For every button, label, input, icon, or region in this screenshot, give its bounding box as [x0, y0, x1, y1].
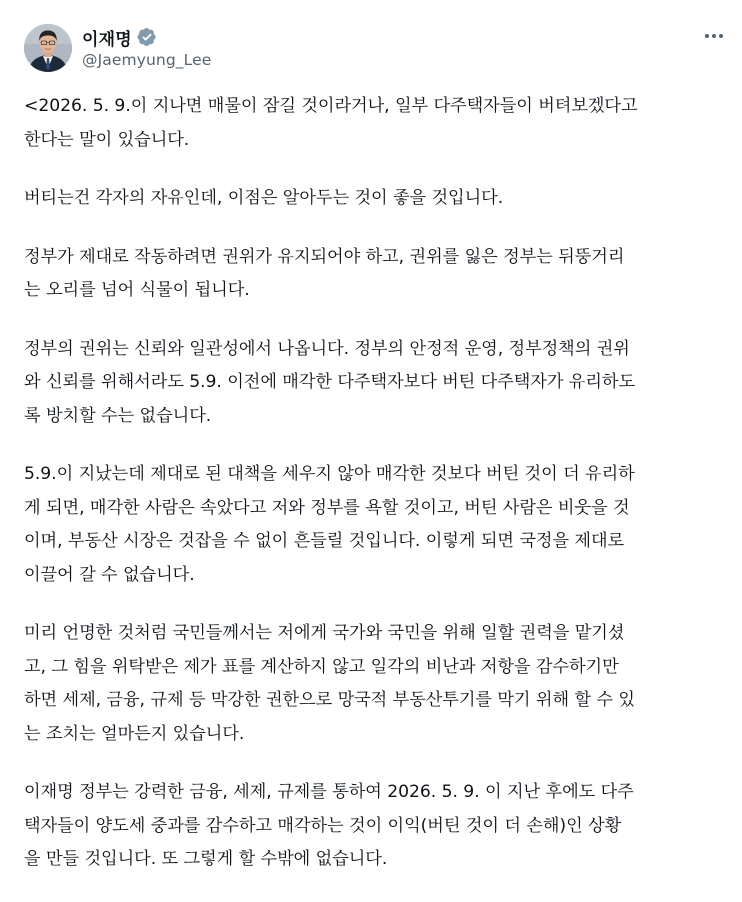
tweet-line: 이며, 부동산 시장은 것잡을 수 없이 흔들릴 것입니다. 이렇게 되면 국정을 제대로	[24, 531, 625, 551]
tweet-line: 택자들이 양도세 중과를 감수하고 매각하는 것이 이익(버틴 것이 더 손해)인 상황	[24, 815, 622, 836]
tweet-line: 이재명 정부는 강력한 금융, 세제, 규제를 통하여 2026. 5. 9. 이 지난 후에도 다주	[24, 782, 634, 802]
tweet-paragraph	[24, 90, 736, 157]
verified-badge-icon[interactable]	[137, 27, 157, 47]
profile-photo	[24, 24, 72, 72]
tweet-paragraph	[24, 617, 736, 751]
tweet-line: 고, 그 힘을 위탁받은 제가 표를 계산하지 않고 일각의 비난과 저항을 감수하기만	[24, 656, 619, 677]
tweet-line: 록 방치할 수는 없습니다.	[24, 405, 212, 426]
tweet-line: 버티는건 각자의 자유인데, 이점은 알아두는 것이 좋을 것입니다.	[24, 188, 504, 208]
author-names	[82, 25, 211, 69]
tweet-line: 는 오리를 넘어 식물이 됩니다.	[24, 280, 250, 300]
tweet-line: 하면 세제, 금융, 규제 등 막강한 권한으로 망국적 부동산투기를 막기 위해 할 수 있	[24, 690, 635, 710]
tweet-paragraph	[24, 333, 736, 434]
tweet-line: 이끌어 갈 수 없습니다.	[24, 564, 195, 585]
tweet-line: 정부가 제대로 작동하려면 권위가 유지되어야 하고, 권위를 잃은 정부는 뒤뚱거리	[24, 246, 625, 267]
author-handle[interactable]: @Jaemyung_Lee	[82, 51, 212, 69]
tweet-line: 을 만들 것입니다. 또 그렇게 할 수밖에 없습니다.	[24, 849, 388, 869]
tweet-paragraph	[24, 182, 736, 216]
tweet-paragraph	[24, 241, 736, 308]
tweet-line: 미리 언명한 것처럼 국민들께서는 저에게 국가와 국민을 위해 일할 권력을 맡기셨	[24, 623, 625, 643]
tweet-header	[24, 24, 728, 76]
tweet-line: 정부의 권위는 신뢰와 일관성에서 나옵니다. 정부의 안정적 운영, 정부정책의 권위	[24, 338, 630, 359]
tweet-paragraph	[24, 458, 736, 592]
tweet-line: 와 신뢰를 위해서라도 5.9. 이전에 매각한 다주택자보다 버틴 다주택자가 유리하도	[24, 372, 636, 392]
tweet-paragraph	[24, 776, 736, 877]
avatar[interactable]	[24, 24, 72, 72]
tweet-line: <2026. 5. 9.이 지나면 매물이 잠길 것이라거나, 일부 다주택자들이 버텨보겠다고	[24, 96, 638, 116]
tweet-line: 게 되면, 매각한 사람은 속았다고 저와 정부를 욕할 것이고, 버틴 사람은 비웃을 것	[24, 497, 630, 518]
display-name-row	[82, 25, 211, 49]
tweet-text	[24, 90, 736, 902]
more-options-icon[interactable]	[700, 26, 728, 46]
tweet-line: 5.9.이 지났는데 제대로 된 대책을 세우지 않아 매각한 것보다 버틴 것이 더 유리하	[24, 464, 635, 484]
display-name[interactable]: 이재명	[82, 29, 132, 50]
tweet-line: 는 조치는 얼마든지 있습니다.	[24, 723, 245, 744]
tweet-line: 한다는 말이 있습니다.	[24, 129, 190, 150]
